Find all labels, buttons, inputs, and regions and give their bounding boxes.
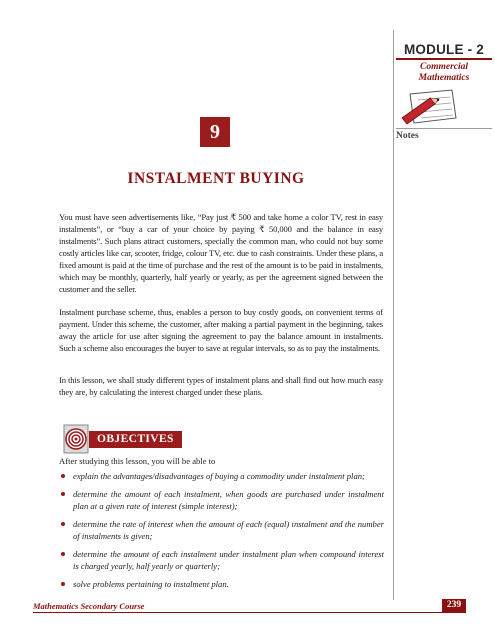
bullet-icon xyxy=(61,492,65,496)
subject-line-1: Commercial xyxy=(419,62,469,72)
module-underline xyxy=(396,58,492,60)
notes-divider xyxy=(396,128,492,129)
target-icon xyxy=(63,424,89,459)
footer-rule xyxy=(33,612,466,613)
chapter-number: 9 xyxy=(200,117,230,147)
bullet-icon xyxy=(61,552,65,556)
list-item: determine the rate of interest when the amount of each (equal) instalment and the number of instalments is given; xyxy=(59,518,384,542)
bullet-icon xyxy=(61,522,65,526)
paragraph-intro: You must have seen advertisements like, “Pay just ₹ 500 and take home a color TV, rest in easy instalments”, or “buy a car of your choice by paying ₹ 50,000 and the balance in easy instalments”. Such plans attract customers, specially the common man, who could not buy some costly articles like car, scooter, fridge, colour TV, etc. due to cash constraints. Under these plans, a fixed amount is paid at the time of purchase and the rest of the amount is to be paid in instalments, which may be monthly, quarterly, half yearly or yearly, as per the agreement signed between the customer and the seller. xyxy=(59,212,383,294)
margin-divider xyxy=(393,30,394,600)
list-item: determine the amount of each instalment under instalment plan when compound interest is charged yearly, half yearly or quarterly; xyxy=(59,548,384,572)
bullet-icon xyxy=(61,582,65,586)
module-label: MODULE - 2 xyxy=(403,42,484,57)
objectives-list xyxy=(59,470,384,596)
objectives-heading: OBJECTIVES xyxy=(89,431,182,448)
bullet-icon xyxy=(61,474,65,478)
chapter-title: INSTALMENT BUYING xyxy=(127,170,305,187)
paragraph-scheme: Instalment purchase scheme, thus, enables a person to buy costly goods, on convenient terms of payment. Under this scheme, the customer, after making a partial payment in the beginning, takes away the article for use after signing the agreement to pay the balance amount in instalments. Such a scheme also encourages the buyer to save at regular intervals, so as to pay the instalments. xyxy=(59,307,383,353)
list-item: determine the amount of each instalment, when goods are purchased under instalment plan at a given rate of interest (simple interest); xyxy=(59,488,384,512)
page-number: 239 xyxy=(442,599,466,612)
list-item: solve problems pertaining to instalment plan. xyxy=(59,578,384,590)
notes-label: Notes xyxy=(396,131,419,141)
objectives-intro: After studying this lesson, you will be able to xyxy=(59,456,216,466)
subject-line-2: Mathematics xyxy=(418,73,470,83)
footer-course-title: Mathematics Secondary Course xyxy=(33,601,145,611)
paragraph-lesson: In this lesson, we shall study different types of instalment plans and shall find out how much easy they are, by calculating the interest charged under these plans. xyxy=(59,375,383,397)
pencil-notepad-icon xyxy=(398,88,458,131)
list-item: explain the advantages/disadvantages of buying a commodity under instalment plan; xyxy=(59,470,384,482)
